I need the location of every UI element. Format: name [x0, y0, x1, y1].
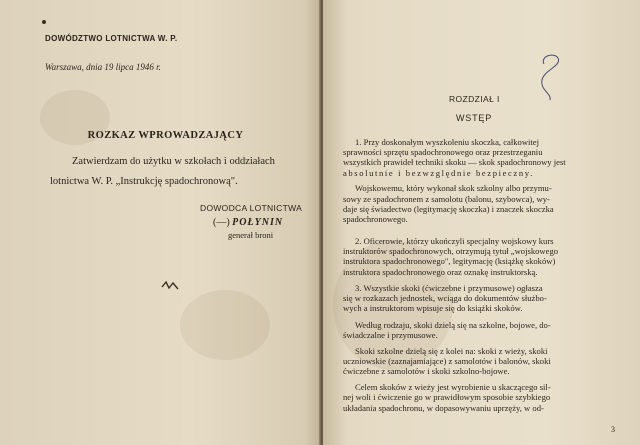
- date-line: Warszawa, dnia 19 lipca 1946 r.: [45, 62, 161, 72]
- signature-title: DOWODCA LOTNICTWA: [200, 203, 303, 213]
- text-line: daje się świadectwo (legitymację skoczka) i znaczek skoczka: [343, 204, 554, 214]
- page-header: DOWÓDZTWO LOTNICTWA W. P.: [45, 34, 178, 43]
- order-body-line-2: lotnictwa W. P. „Instrukcję spadochronową".: [50, 176, 238, 187]
- text-line: instruktora spadochronowego oraz oznakę instruktorską.: [343, 267, 538, 277]
- text-line: instruktora spadochronowego", legitymację (książkę skoków): [343, 256, 556, 266]
- text-line: świadczalne i przymusowe.: [343, 330, 438, 340]
- order-body-line-1: Zatwierdzam do użytku w szkołach i oddziałach: [72, 156, 275, 167]
- text-line: Według rodzaju, skoki dzielą się na szkolne, bojowe, do-: [355, 320, 551, 330]
- text-line: 3. Wszystkie skoki (ćwiczebne i przymusowe) ogłasza: [355, 283, 543, 293]
- signature-name: POŁYNIN: [232, 217, 284, 228]
- section-heading: WSTĘP: [456, 113, 493, 123]
- right-page: [323, 0, 640, 445]
- text-line: spadochronowego.: [343, 214, 408, 224]
- text-line: nej woli i ćwiczenie go w prawidłowym sposobie szybkiego: [343, 392, 551, 402]
- text-line: Skoki szkolne dzielą się z kolei na: skoki z wieży, skoki: [355, 346, 548, 356]
- text-line: układania spadochronu, w dopasowywaniu uprzęży, w od-: [343, 403, 544, 413]
- signature-name-line: [213, 217, 283, 228]
- pencil-mark: [530, 50, 570, 102]
- ink-dot: [42, 20, 46, 24]
- signature-rank: generał broni: [228, 230, 274, 240]
- text-line: instruktorów spadochronowych, otrzymują tytuł „wojskowego: [343, 246, 559, 256]
- text-line: Celem skoków z wieży jest wyrobienie u skaczącego sil-: [355, 382, 551, 392]
- text-line: sowy ze spadochronem z samolotu (balonu, szybowca), wy-: [343, 194, 550, 204]
- text-line: 1. Przy doskonałym wyszkoleniu skoczka, całkowitej: [355, 137, 540, 147]
- text-line: absolutnie i bezwzględnie bezpieczny.: [343, 168, 534, 178]
- text-line: wszystkich prawideł techniki skoku — skok spadochronowy jest: [343, 157, 566, 167]
- signature-prefix: (—): [213, 217, 230, 228]
- text-line: wych a instruktorom wpisuje się do książki skoków.: [343, 303, 523, 313]
- page-number: 3: [611, 425, 615, 434]
- order-title: ROZKAZ WPROWADZAJĄCY: [87, 130, 244, 141]
- text-line: uczniowskie (zaznajamiające) z samolotów i balonów, skoki: [343, 356, 551, 366]
- ink-mark: [160, 278, 182, 292]
- chapter-heading: ROZDZIAŁ I: [449, 94, 500, 104]
- text-line: Wojskowemu, który wykonał skok szkolny albo przymu-: [355, 183, 552, 193]
- text-line: się w rozkazach jednostek, wciąga do dokumentów służbo-: [343, 293, 547, 303]
- text-line: 2. Oficerowie, którzy ukończyli specjalny wojskowy kurs: [355, 236, 554, 246]
- text-line: sprawności sprzętu spadochronowego oraz przestrzeganiu: [343, 147, 543, 157]
- text-line: ćwiczebne z samolotów i skoki szkolno-bojowe.: [343, 366, 510, 376]
